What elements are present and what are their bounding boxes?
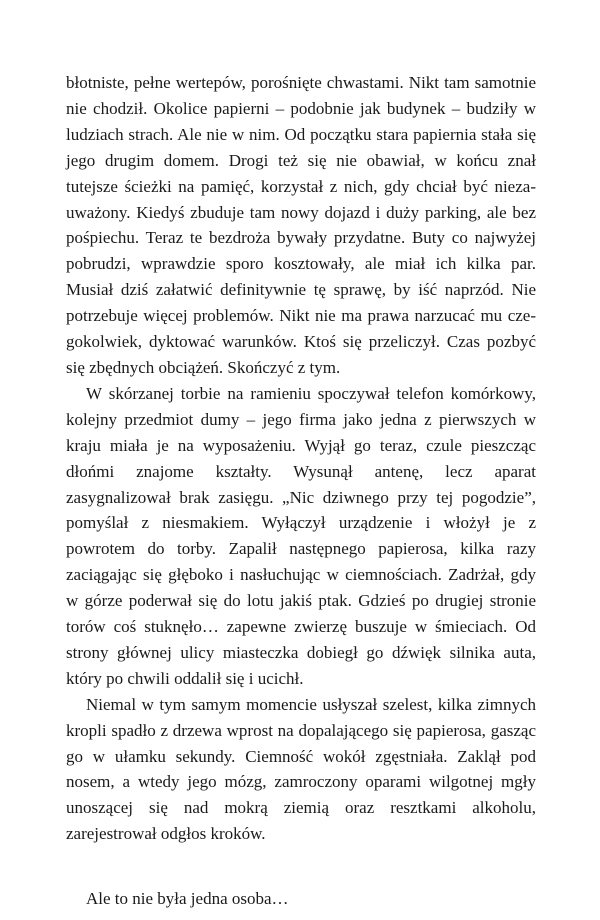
paragraph-footsteps: Niemal w tym samym momencie usłyszał szelest, kilka zimnych kropli spadło z drzewa wprost na dopalającego się papierosa, gasząc go w ułamku sekundy. Ciemność wokół zgęstniała. Zaklął pod nosem, a wtedy jego mózg, zamroczony oparami wilgotnej mgły unoszącej się nad mokrą ziemią oraz resztkami alkoholu, zarejestrował odgłos kroków.: [66, 694, 536, 844]
closing-line: Ale to nie była jedna osoba…: [86, 889, 289, 909]
page-text: [66, 70, 536, 912]
paragraph-phone: W skórzanej torbie na ramieniu spoczywał telefon komórkowy, kolejny przedmiot dumy – jego firma jako jedna z pierwszych w kraju miała je na wyposażeniu. Wyjął go teraz, czule pieszcząc dłońmi znajome kształty. Wysunął antenę, lecz aparat zasygnalizował brak zasięgu. „Nic dziwnego przy tej pogodzie”, pomyślał z niesmakiem. Wyłączył urządzenie i włożył je z powrotem do torby. Zapalił następnego papierosa, kilka razy zaciągając się głęboko i nasłuchując w ciemnościach. Zadrżał, gdy w górze poderwał się do lotu jakiś ptak. Gdzieś po drugiej stronie torów coś stuknęło… zapewne zwierzę buszuje w śmieciach. Od strony głównej ulicy miasteczka dobiegł go dźwięk silnika auta, który po chwili oddalił się i ucichł.: [66, 383, 536, 688]
paragraph-continuation: błotniste, pełne wertepów, porośnięte chwastami. Nikt tam samotnie nie chodził. Okolice papierni – podobnie jak budynek – budziły w ludziach strach. Ale nie w nim. Od początku stara papiernia stała się jego drugim domem. Drogi też się nie obawiał, w końcu znał tutejsze ścieżki na pamięć, korzystał z nich, gdy chciał być niezauważony. Kiedyś zbuduje tam nowy dojazd i duży parking, ale bez pośpiechu. Teraz te bezdroża bywały przydatne. Buty co najwyżej pobrudzi, wprawdzie sporo kosztowały, ale miał ich kilka par. Musiał dziś załatwić definitywnie tę sprawę, by iść naprzód. Nie potrzebuje więcej problemów. Nikt nie ma prawa narzucać mu czegokolwiek, dyktować warunków. Ktoś się przeliczył. Czas pozbyć się zbędnych obciążeń. Skończyć z tym.: [66, 73, 536, 377]
